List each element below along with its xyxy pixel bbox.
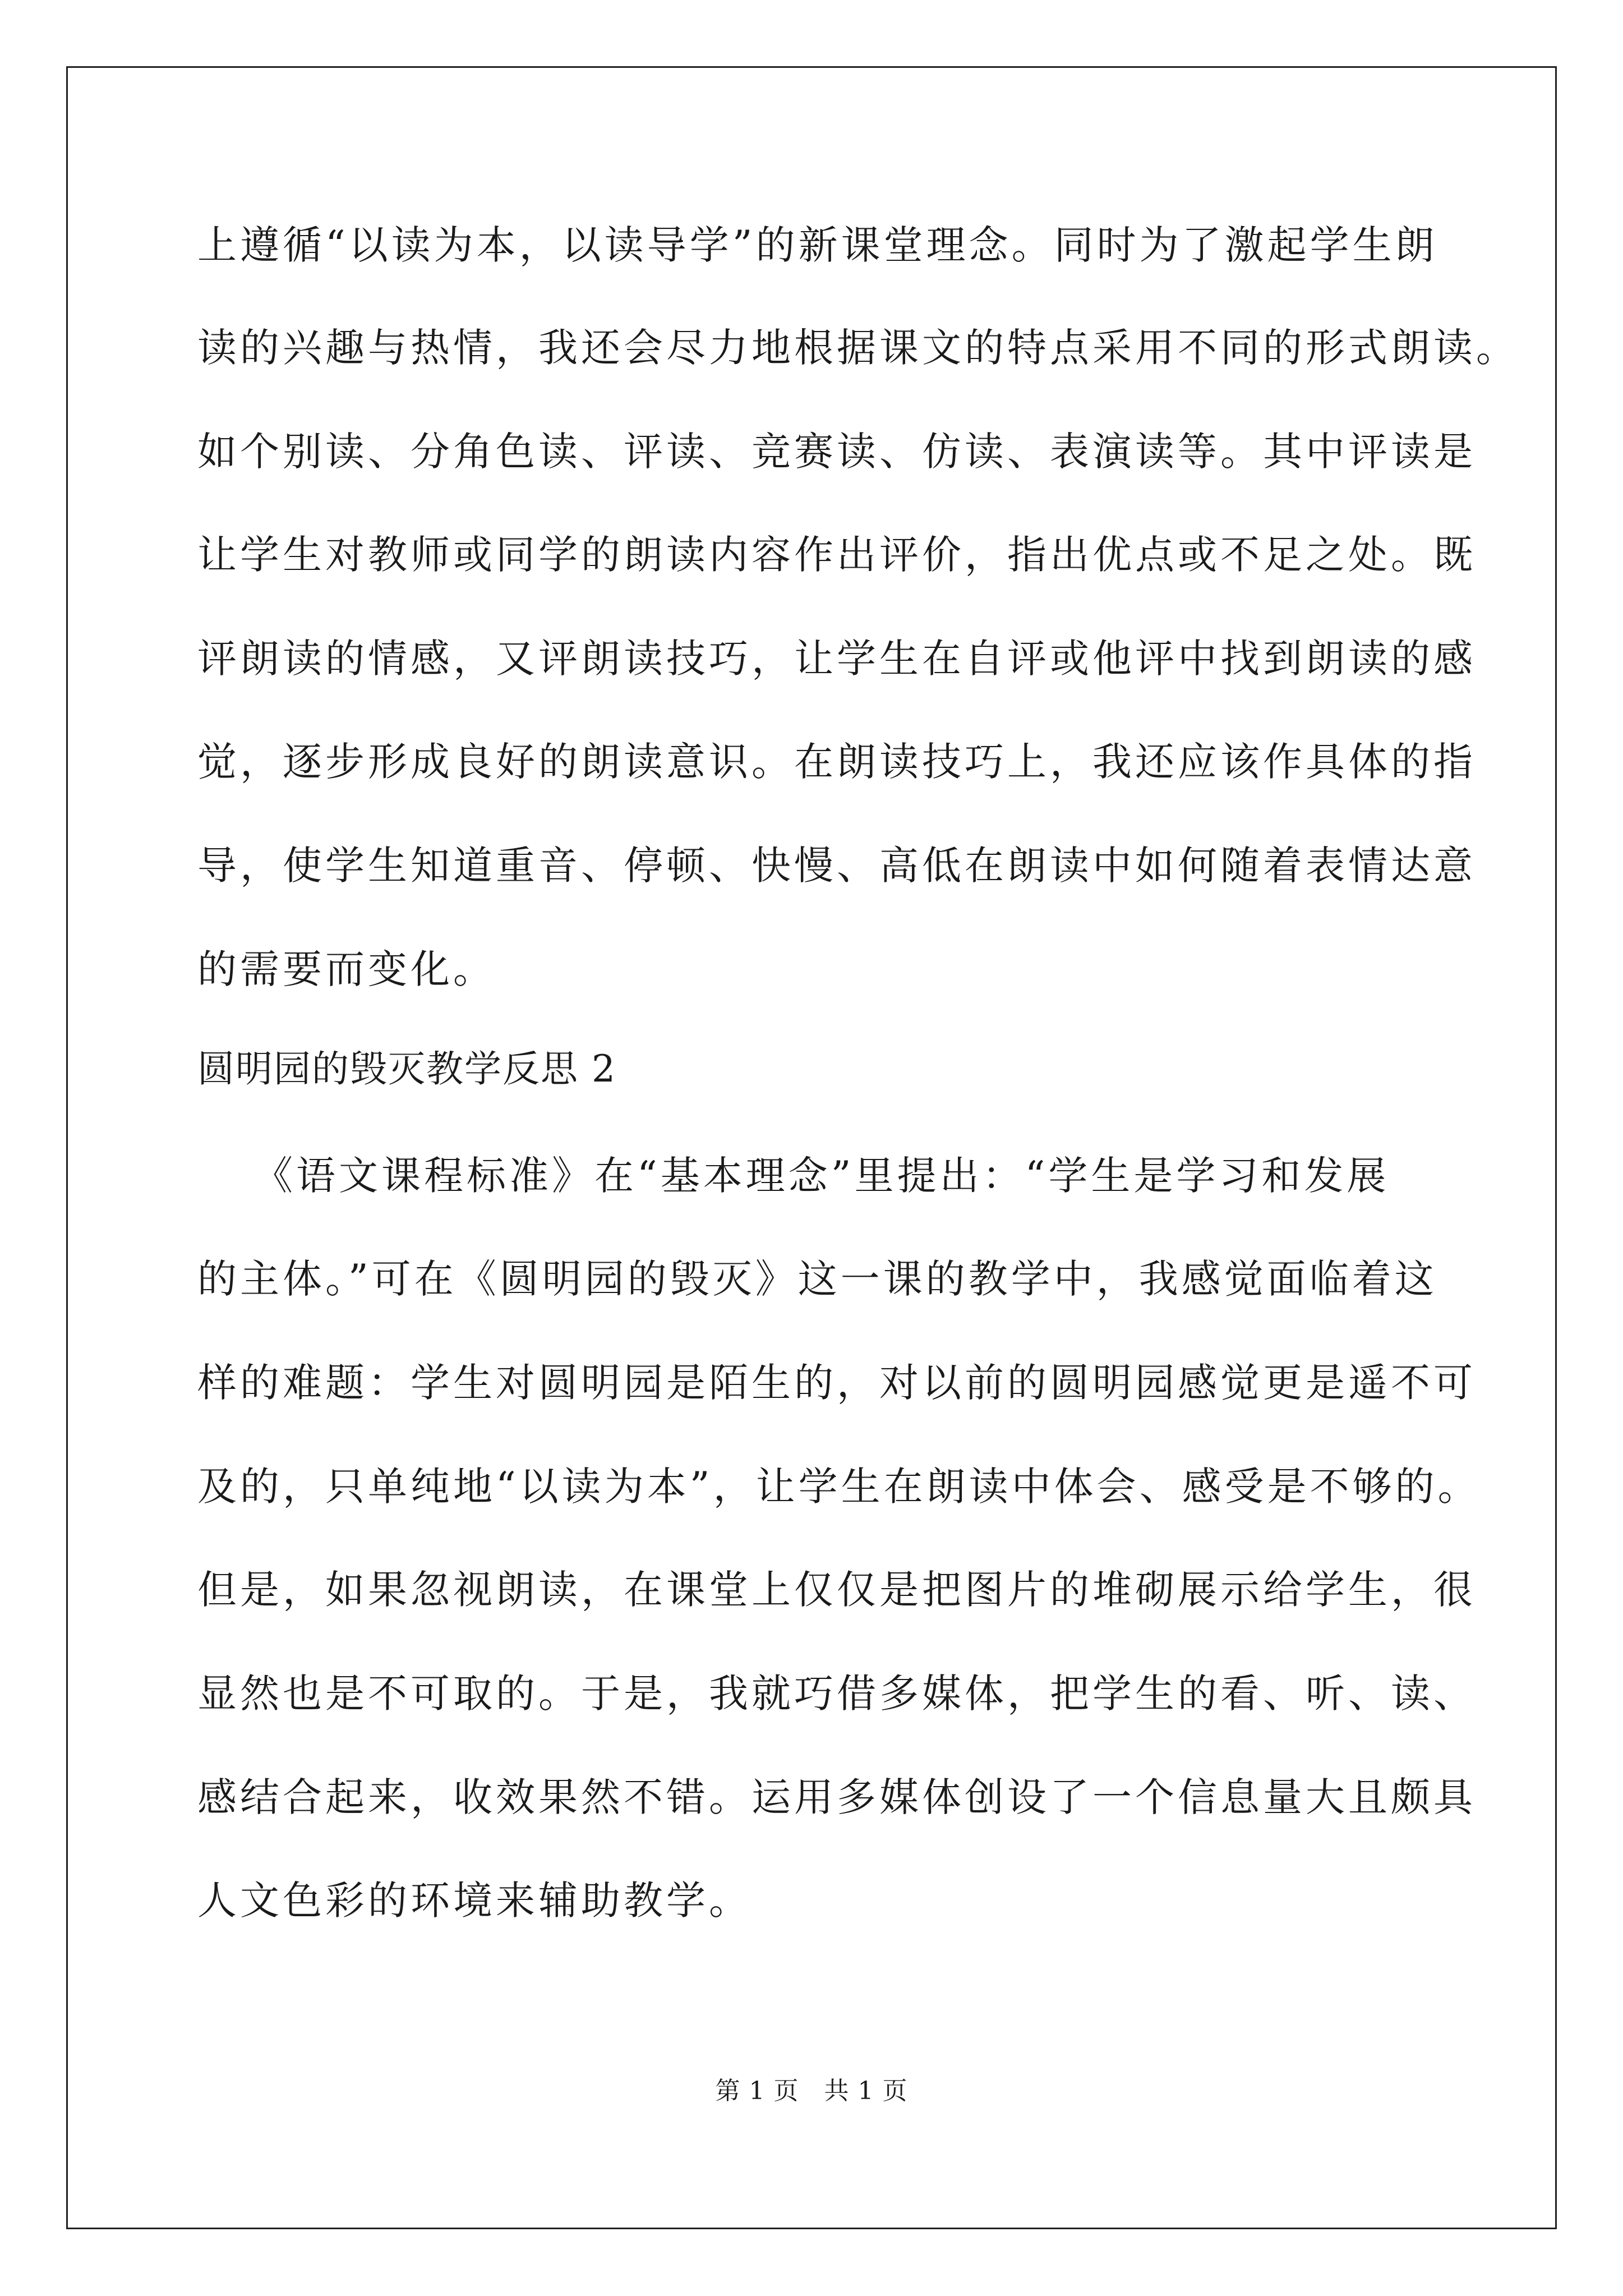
paragraph-line: 《语文课程标准》在“基本理念”里提出：“学生是学习和发展 xyxy=(253,1153,1390,1199)
paragraph-line: 及的，只单纯地“以读为本”，让学生在朗读中体会、感受是不够的。 xyxy=(197,1464,1481,1510)
paragraph-line: 感结合起来，收效果然不错。运用多媒体创设了一个信息量大且颇具 xyxy=(197,1774,1476,1820)
paragraph-line: 读的兴趣与热情，我还会尽力地根据课文的特点采用不同的形式朗读。 xyxy=(197,325,1519,371)
paragraph-line: 觉，逐步形成良好的朗读意识。在朗读技巧上，我还应该作具体的指 xyxy=(197,739,1476,785)
paragraph-line: 导，使学生知道重音、停顿、快慢、高低在朗读中如何随着表情达意 xyxy=(197,843,1476,889)
paragraph-line: 的需要而变化。 xyxy=(197,946,496,992)
paragraph-line: 显然也是不可取的。于是，我就巧借多媒体，把学生的看、听、读、 xyxy=(197,1671,1476,1717)
paragraph-line: 但是，如果忽视朗读，在课堂上仅仅是把图片的堆砌展示给学生，很 xyxy=(197,1567,1476,1613)
paragraph-line: 上遵循“以读为本，以读导学”的新课堂理念。同时为了激起学生朗 xyxy=(197,222,1438,268)
paragraph-line: 的主体。”可在《圆明园的毁灭》这一课的教学中，我感觉面临着这 xyxy=(197,1256,1437,1302)
paragraph-line: 人文色彩的环境来辅助教学。 xyxy=(197,1878,751,1924)
paragraph-line: 如个别读、分角色读、评读、竞赛读、仿读、表演读等。其中评读是 xyxy=(197,429,1476,475)
paragraph-line: 让学生对教师或同学的朗读内容作出评价，指出优点或不足之处。既 xyxy=(197,532,1476,578)
paragraph-line: 评朗读的情感，又评朗读技巧，让学生在自评或他评中找到朗读的感 xyxy=(197,636,1476,682)
section-title: 圆明园的毁灭教学反思 2 xyxy=(197,1047,616,1091)
paragraph-line: 样的难题：学生对圆明园是陌生的，对以前的圆明园感觉更是遥不可 xyxy=(197,1360,1476,1406)
page-number-footer: 第 1 页 共 1 页 xyxy=(715,2077,908,2105)
